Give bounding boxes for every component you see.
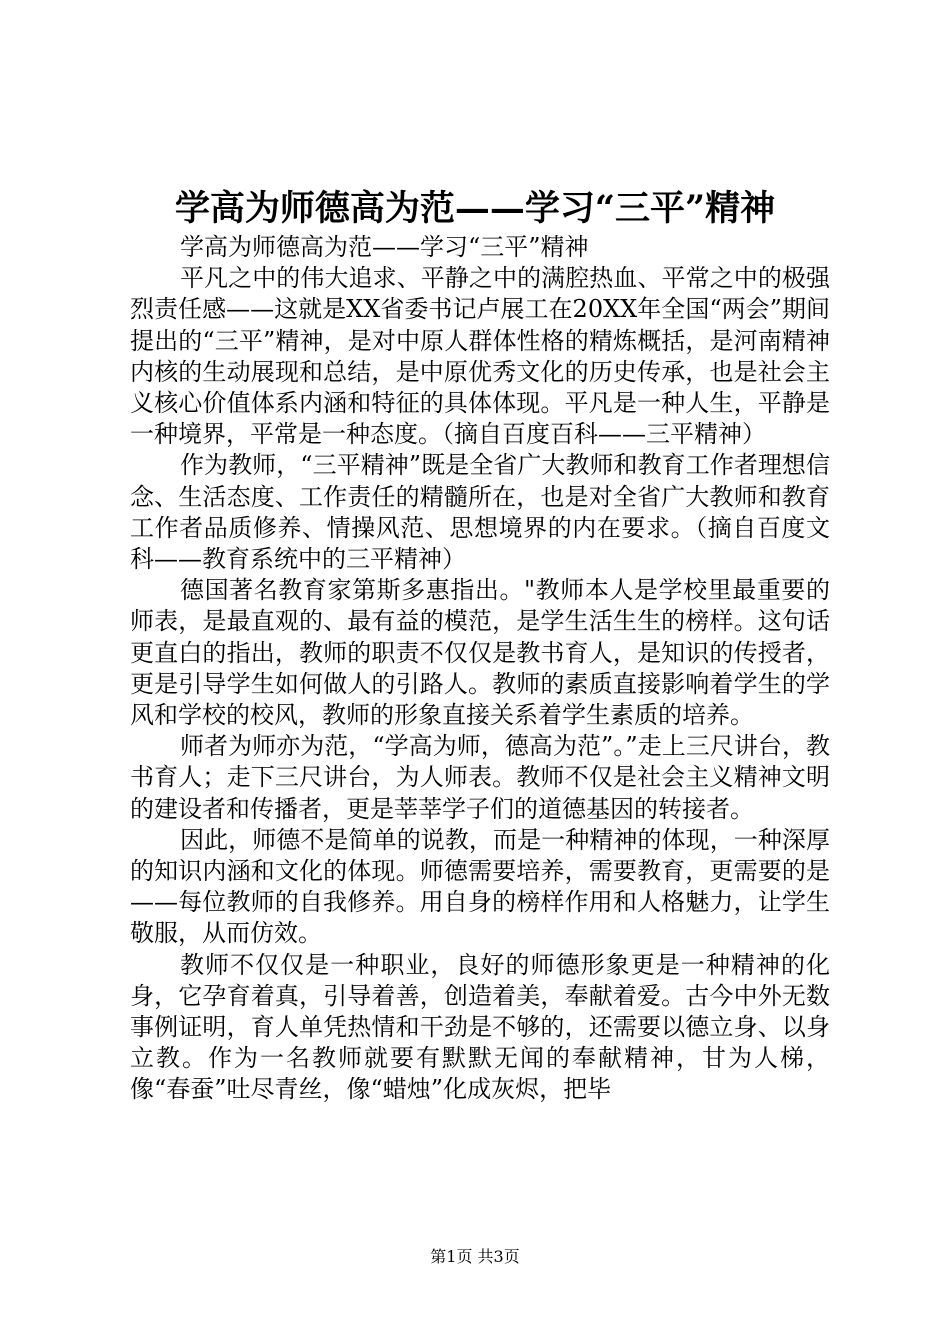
- document-body: [130, 232, 830, 1106]
- paragraph-4: 师者为师亦为范，“学高为师，德高为范”。”走上三尺讲台，教书育人；走下三尺讲台，为人师表。教师不仅是社会主义精神文明的建设者和传播者，更是莘莘学子们的道德基因的转接者。: [130, 732, 830, 823]
- paragraph-6: 教师不仅仅是一种职业，良好的师德形象更是一种精神的化身，它孕育着真，引导着善，创造着美，奉献着爱。古今中外无数事例证明，育人单凭热情和干劲是不够的，还需要以德立身、以身立教。作为一名教师就要有默默无闻的奉献精神，甘为人梯，像“春蚕”吐尽青丝，像“蜡烛”化成灰烬，把毕: [130, 950, 830, 1104]
- paragraph-2: 作为教师，“三平精神”既是全省广大教师和教育工作者理想信念、生活态度、工作责任的精髓所在，也是对全省广大教师和教育工作者品质修养、情操风范、思想境界的内在要求。（摘自百度文科——教育系统中的三平精神）: [130, 451, 830, 574]
- page-number: 第1页 共3页: [430, 1247, 520, 1266]
- paragraph-5: 因此，师德不是简单的说教，而是一种精神的体现，一种深厚的知识内涵和文化的体现。师德需要培养，需要教育，更需要的是——每位教师的自我修养。用自身的榜样作用和人格魅力，让学生敬服，从而仿效。: [130, 825, 830, 948]
- paragraph-3: 德国著名教育家第斯多惠指出。"教师本人是学校里最重要的师表，是最直观的、最有益的模范，是学生活生生的榜样。这句话更直白的指出，教师的职责不仅仅是教书育人，是知识的传授者，更是引导学生如何做人的引路人。教师的素质直接影响着学生的学风和学校的校风，教师的形象直接关系着学生素质的培养。: [130, 576, 830, 730]
- document-title: 学高为师德高为范——学习“三平”精神: [174, 188, 776, 229]
- paragraph-1: 平凡之中的伟大追求、平静之中的满腔热血、平常之中的极强烈责任感——这就是XX省委书记卢展工在20XX年全国“两会”期间提出的“三平”精神，是对中原人群体性格的精炼概括，是河南精神内核的生动展现和总结，是中原优秀文化的历史传承，也是社会主义核心价值体系内涵和特征的具体体现。平凡是一种人生，平静是一种境界，平常是一种态度。（摘自百度百科——三平精神）: [130, 264, 830, 449]
- paragraph-subtitle: 学高为师德高为范——学习“三平”精神: [180, 233, 589, 261]
